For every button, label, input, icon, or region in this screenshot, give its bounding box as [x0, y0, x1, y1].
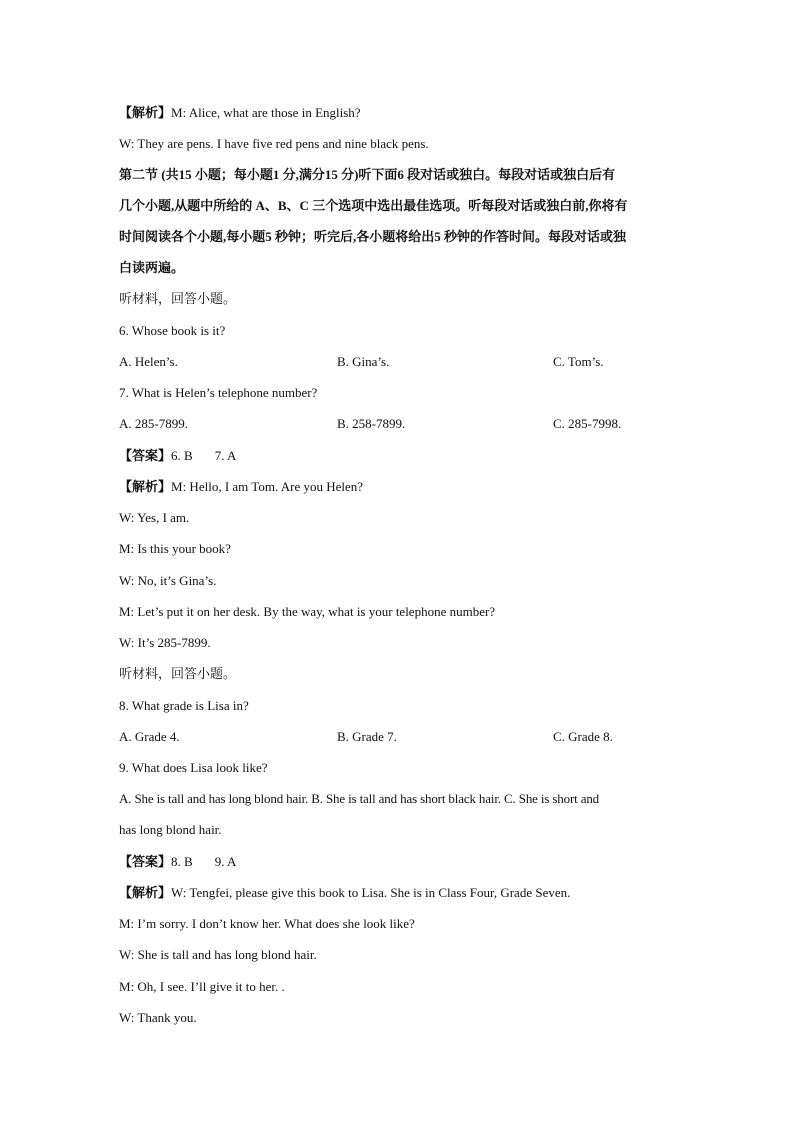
analysis-tag: 【解析】: [119, 479, 172, 494]
option-8a: A. Grade 4.: [119, 729, 180, 744]
question-stem-7: 7. What is Helen’s telephone number?: [119, 385, 318, 400]
section-header-line: 时间阅读各个小题,每小题5 秒钟；听完后,各小题将给出5 秒钟的作答时间。每段对话或独: [119, 229, 627, 244]
option-8b: B. Grade 7.: [337, 729, 397, 744]
question-9-options: A. She is tall and has long blond hair. B. She is tall and has short black hair. C. She is short and: [119, 791, 600, 806]
answer-line: [119, 447, 236, 465]
dialogue-text: M: Hello, I am Tom. Are you Helen?: [171, 479, 364, 494]
dialogue-line: M: Is this your book?: [119, 541, 231, 556]
answer-value: 7. A: [214, 448, 237, 463]
answer-tag: 【答案】: [119, 448, 172, 463]
analysis-tag: 【解析】: [119, 105, 172, 120]
answer-tag: 【答案】: [119, 854, 172, 869]
analysis-tag: 【解析】: [119, 885, 172, 900]
dialogue-line: W: No, it’s Gina’s.: [119, 573, 217, 588]
answer-value: 8. B: [171, 854, 193, 869]
dialogue-line: M: Oh, I see. I’ll give it to her. .: [119, 979, 285, 994]
question-stem-9: 9. What does Lisa look like?: [119, 760, 268, 775]
option-6c: C. Tom’s.: [553, 354, 604, 369]
dialogue-line: M: I’m sorry. I don’t know her. What does she look like?: [119, 916, 415, 931]
answer-line: [119, 853, 236, 871]
dialogue-line: W: Yes, I am.: [119, 510, 190, 525]
option-7a: A. 285-7899.: [119, 416, 188, 431]
analysis-line: [119, 884, 570, 902]
dialogue-line: W: Thank you.: [119, 1010, 197, 1025]
dialogue-line: W: She is tall and has long blond hair.: [119, 947, 317, 962]
option-7b: B. 258-7899.: [337, 416, 406, 431]
option-6b: B. Gina’s.: [337, 354, 390, 369]
question-stem-6: 6. Whose book is it?: [119, 323, 226, 338]
question-stem-8: 8. What grade is Lisa in?: [119, 698, 249, 713]
option-7c: C. 285-7998.: [553, 416, 622, 431]
section-header-line: 第二节 (共15 小题；每小题1 分,满分15 分)听下面6 段对话或独白。每段对话或独白后有: [119, 167, 616, 182]
option-8c: C. Grade 8.: [553, 729, 613, 744]
option-6a: A. Helen’s.: [119, 354, 178, 369]
dialogue-line: W: They are pens. I have five red pens and nine black pens.: [119, 136, 429, 151]
dialogue-line: W: It’s 285-7899.: [119, 635, 211, 650]
answer-value: 6. B: [171, 448, 193, 463]
answer-value: 9. A: [214, 854, 237, 869]
instruction: 听材料，回答小题。: [119, 291, 237, 306]
dialogue-text: W: Tengfei, please give this book to Lisa. She is in Class Four, Grade Seven.: [171, 885, 571, 900]
instruction: 听材料，回答小题。: [119, 666, 237, 681]
analysis-line: [119, 478, 363, 496]
question-9-options-cont: has long blond hair.: [119, 822, 222, 837]
section-header-line: 几个小题,从题中所给的 A、B、C 三个选项中选出最佳选项。听每段对话或独白前,你将有: [119, 198, 628, 213]
section-header-line: 白读两遍。: [119, 260, 185, 275]
analysis-text: M: Alice, what are those in English?: [171, 105, 361, 120]
analysis-line: [119, 104, 361, 122]
dialogue-line: M: Let’s put it on her desk. By the way, what is your telephone number?: [119, 604, 496, 619]
